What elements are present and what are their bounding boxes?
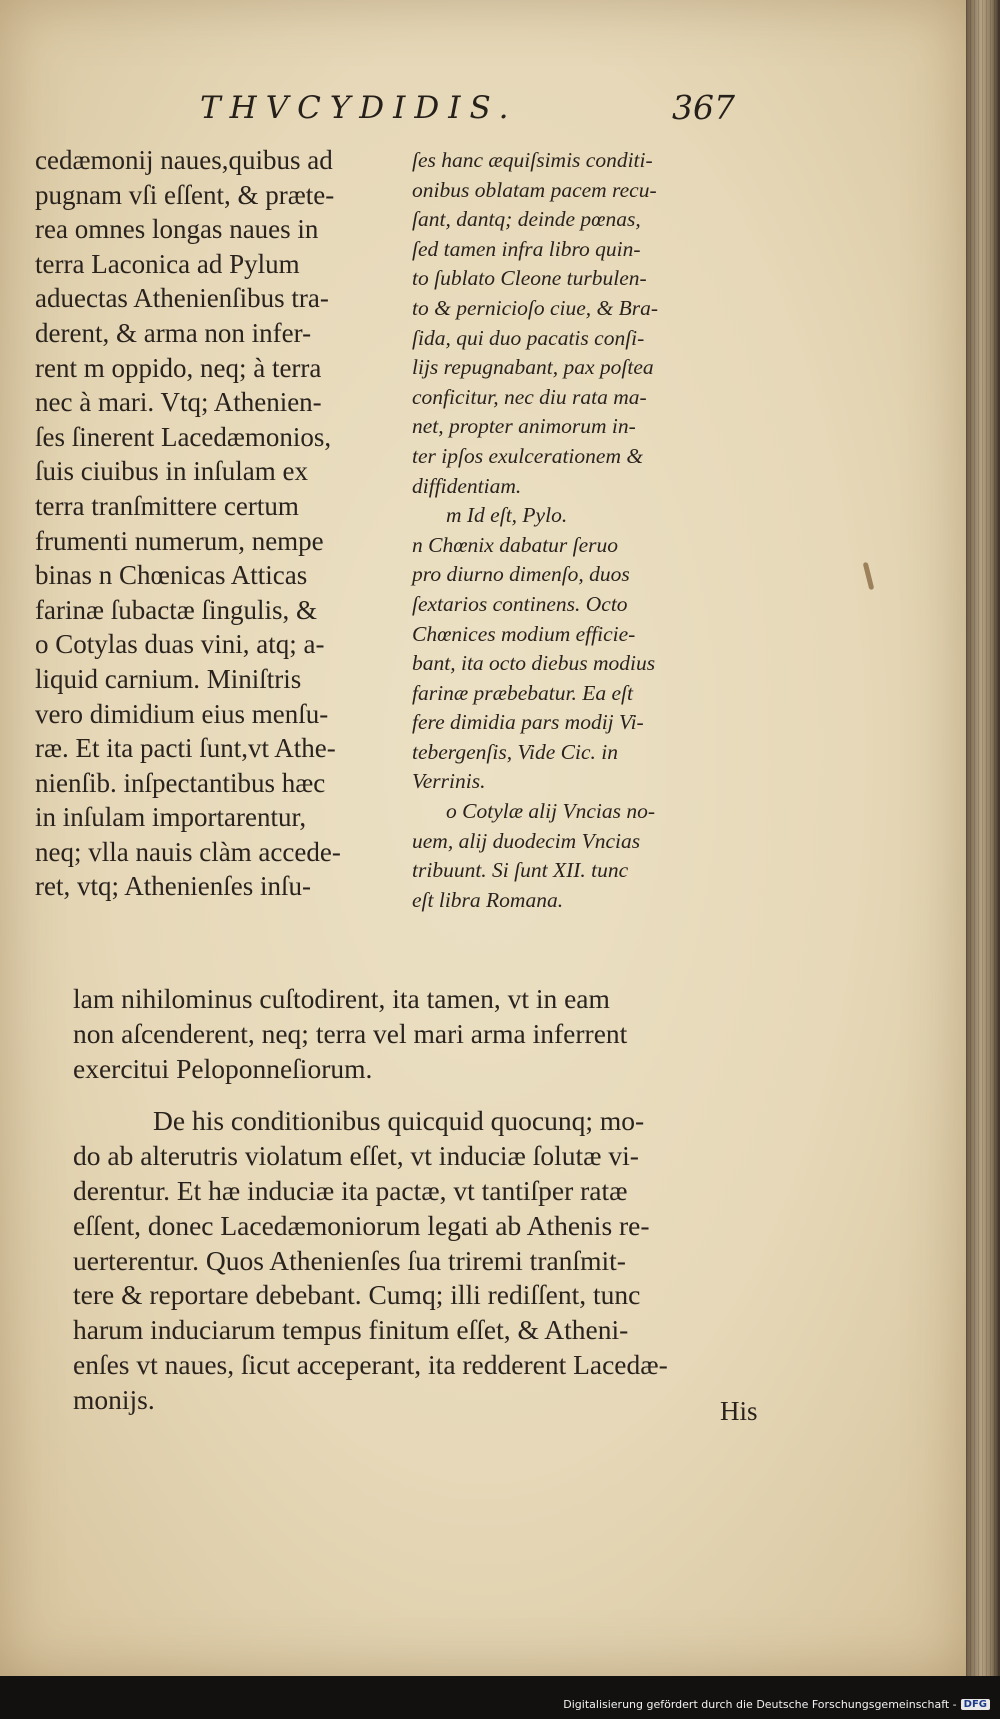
side-note-line: to & pernicioſo ciue, & Bra- — [412, 295, 659, 320]
main-text-line: liquid carnium. Miniſtris — [35, 663, 302, 694]
side-note-line: ſextarios continens. Octo — [412, 591, 628, 616]
body-text-line: eſſent, donec Lacedæmoniorum legati ab Athenis re- — [73, 1209, 650, 1241]
main-text-line: ret, vtq; Athenienſes inſu- — [35, 871, 311, 902]
body-text-line: non aſcenderent, neq; terra vel mari arma inferrent — [73, 1017, 628, 1049]
catchword: His — [720, 1396, 758, 1426]
main-text-line: nienſib. inſpectantibus hæc — [35, 767, 326, 798]
main-text-line: rea omnes longas naues in — [35, 214, 319, 245]
main-text-line: aduectas Athenienſibus tra- — [35, 283, 329, 314]
body-text-line: enſes vt naues, ſicut acceperant, ita redderent Lacedæ- — [73, 1348, 668, 1380]
body-text-line: do ab alterutris violatum eſſet, vt induciæ ſolutæ vi- — [73, 1140, 639, 1172]
body-text-line: monijs. — [73, 1383, 155, 1415]
side-note-line: tribuunt. Si ſunt XII. tunc — [412, 858, 629, 883]
side-note-line: ſes hanc æquiſsimis conditi- — [412, 148, 653, 172]
side-note-line: pro diurno dimenſo, duos — [412, 562, 630, 587]
side-note-line: farinæ præbebatur. Ea eſt — [412, 680, 633, 705]
paper-stain — [863, 562, 875, 590]
side-note-line: bant, ita octo diebus modius — [412, 651, 656, 676]
side-note-line: ſant, dantq; deinde pœnas, — [412, 207, 641, 232]
side-note-line: ſida, qui duo pacatis conſi- — [412, 325, 645, 350]
main-text-line: farinæ ſubactæ ſingulis, & — [35, 594, 317, 625]
side-note-line: lijs repugnabant, pax poſtea — [412, 355, 654, 380]
side-note-line: n Chœnix dabatur ſeruo — [412, 532, 619, 557]
main-text-line: in inſulam importarentur, — [35, 802, 307, 833]
main-text-line: nec à mari. Vtq; Athenien- — [35, 387, 322, 418]
body-text-line: tere & reportare debebant. Cumq; illi rediſſent, tunc — [73, 1279, 641, 1311]
main-text-line: derent, & arma non infer- — [35, 317, 312, 348]
digitization-credit — [563, 1698, 990, 1711]
main-text-line: ſes ſinerent Lacedæmonios, — [35, 421, 332, 452]
body-text-line: De his conditionibus quicquid quocunq; mo- — [153, 1105, 645, 1137]
main-text-line: neq; vlla nauis clàm accede- — [35, 836, 341, 867]
main-text-line: rent m oppido, neq; à terra — [35, 352, 322, 383]
main-text-line: frumenti numerum, nempe — [35, 525, 324, 556]
side-note-line: onibus oblatam pacem recu- — [412, 177, 657, 202]
side-note-line: Chœnices modium efficie- — [412, 621, 636, 646]
side-note-line: tebergenſis, Vide Cic. in — [412, 739, 618, 764]
main-text-line: o Cotylas duas vini, atq; a- — [35, 629, 325, 660]
credit-text: Digitalisierung gefördert durch die Deutsche Forschungsgemeinschaft - — [563, 1698, 957, 1711]
side-note-line: net, propter animorum in- — [412, 414, 636, 439]
side-note-line: fere dimidia pars modij Vi- — [412, 710, 644, 735]
body-text-line: harum induciarum tempus finitum eſſet, & Atheni- — [73, 1314, 629, 1346]
main-text-line: terra tranſmittere certum — [35, 490, 299, 521]
side-note-line: eſt libra Romana. — [412, 887, 564, 912]
side-note-line: o Cotylæ alij Vncias no- — [446, 799, 656, 824]
side-note-line: m Id eſt, Pylo. — [446, 503, 568, 528]
side-note-line: conficitur, nec diu rata ma- — [412, 384, 647, 409]
body-text-line: lam nihilominus cuſtodirent, ita tamen, vt in eam — [73, 983, 610, 1014]
main-text-line: pugnam vſi eſſent, & præte- — [35, 179, 335, 210]
main-text-line: ſuis ciuibus in inſulam ex — [35, 456, 308, 487]
main-text-line: binas n Chœnicas Atticas — [35, 560, 308, 591]
side-notes-column — [412, 146, 767, 915]
side-note-line: Verrinis. — [412, 769, 486, 794]
body-text-line: derentur. Et hæ induciæ ita pactæ, vt tantiſper ratæ — [73, 1174, 628, 1206]
full-width-text — [73, 982, 773, 1418]
page-number: 367 — [672, 88, 735, 127]
body-text-line: exercitui Peloponneſiorum. — [73, 1052, 373, 1084]
side-note-line: diffidentiam. — [412, 473, 522, 498]
page-edge — [966, 0, 1000, 1676]
main-text-line: vero dimidium eius menſu- — [35, 698, 329, 729]
main-text-line: terra Laconica ad Pylum — [35, 248, 300, 279]
side-note-line: ſed tamen infra libro quin- — [412, 236, 641, 261]
side-note-line: ter ipſos exulcerationem & — [412, 443, 644, 468]
main-text-column — [35, 143, 425, 904]
side-note-line: to ſublato Cleone turbulen- — [412, 266, 647, 291]
body-text-line: uerterentur. Quos Athenienſes ſua triremi tranſmit- — [73, 1244, 626, 1276]
main-text-line: cedæmonij naues,quibus ad — [35, 145, 333, 175]
dfg-logo: DFG — [961, 1699, 990, 1710]
side-note-line: uem, alij duodecim Vncias — [412, 828, 641, 853]
running-title: THVCYDIDIS. — [200, 90, 518, 126]
main-text-line: ræ. Et ita pacti ſunt,vt Athe- — [35, 733, 336, 764]
paragraph-gap — [73, 1086, 773, 1104]
